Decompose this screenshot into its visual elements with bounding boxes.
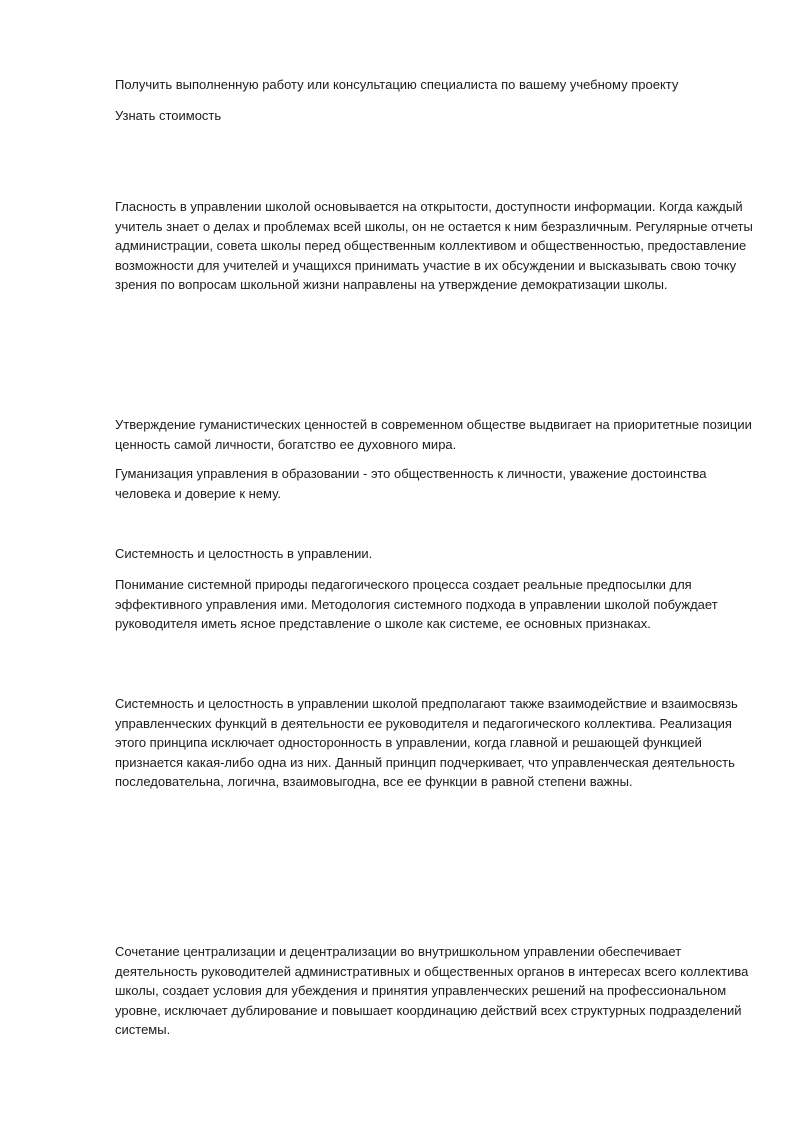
paragraph-glasnost: Гласность в управлении школой основывается на открытости, доступности информации. Когда каждый учитель знает о делах и проблемах всей школы, он не остается к ним безразличным. Регулярные отчеты администрации, совета школы перед общественным коллективом и общественностью, предоставление возможности для учителей и учащихся принимать участие в их обсуждении и высказывать свою точку зрения по вопросам школьной жизни направлены на утверждение демократизации школы. <box>115 199 753 293</box>
paragraph-system-nature: Понимание системной природы педагогического процесса создает реальные предпосылки для эффективного управления ими. Методология системного подхода в управлении школой побуждает руководителя иметь ясное представление о школе как системе, ее основных признаках. <box>115 577 718 632</box>
order-work-link[interactable]: Получить выполненную работу или консультацию специалиста по вашему учебному проекту <box>115 77 679 92</box>
price-link[interactable]: Узнать стоимость <box>115 108 222 123</box>
section-heading-systemness: Системность и целостность в управлении. <box>115 546 373 561</box>
paragraph-centralization: Сочетание централизации и децентрализации во внутришкольном управлении обеспечивает деятельность руководителей административных и общественных органов в интересах всего коллектива школы, создает условия для убеждения и принятия управленческих решений на профессиональном уровне, исключает дублирование и повышает координацию действий всех структурных подразделений системы. <box>115 944 749 1038</box>
paragraph-humanization: Гуманизация управления в образовании - это общественность к личности, уважение достоинства человека и доверие к нему. <box>115 466 707 501</box>
paragraph-integrity-functions: Системность и целостность в управлении школой предполагают также взаимодействие и взаимосвязь управленческих функций в деятельности ее руководителя и педагогического коллектива. Реализация этого принципа исключает односторонность в управлении, когда главной и решающей функцией признается какая-либо одна из них. Данный принцип подчеркивает, что управленческая деятельность последовательна, логична, взаимовыгодна, все ее функции в равной степени важны. <box>115 696 738 790</box>
paragraph-humanistic-values: Утверждение гуманистических ценностей в современном обществе выдвигает на приоритетные позиции ценность самой личности, богатство ее духовного мира. <box>115 417 752 452</box>
